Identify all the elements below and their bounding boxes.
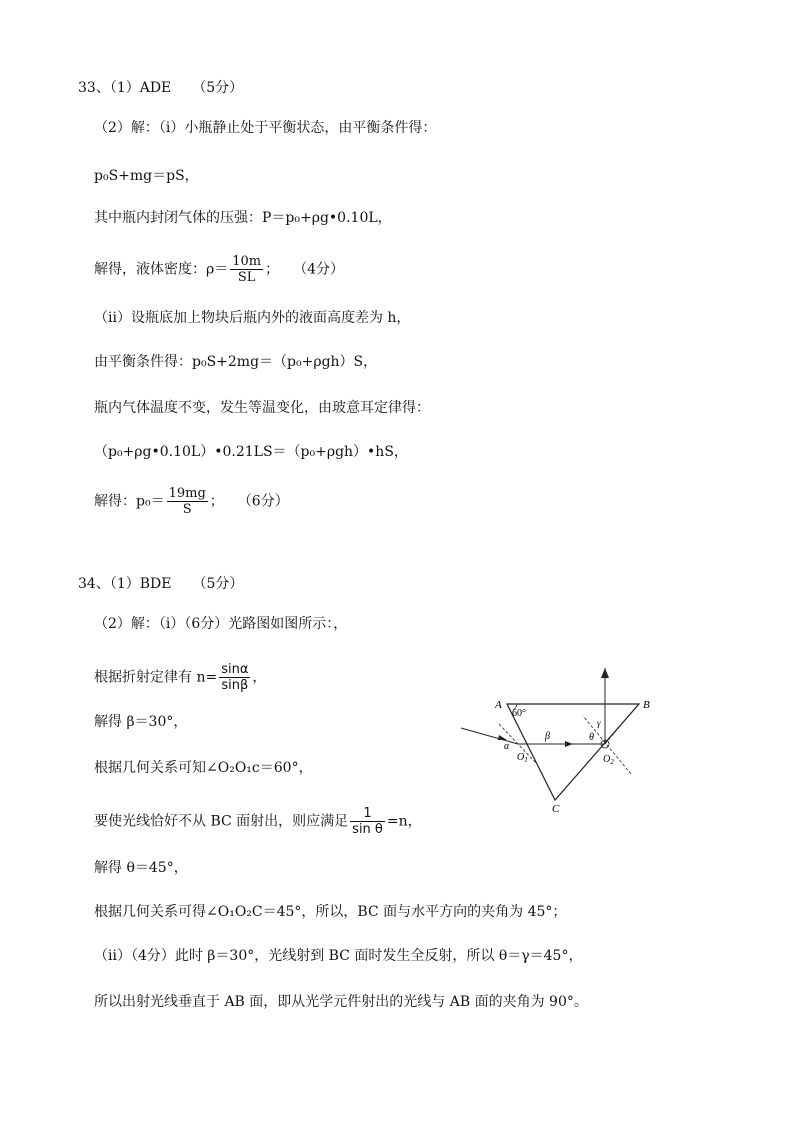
q33-line-10 [94, 486, 289, 517]
fraction-denominator: SL [237, 270, 256, 285]
label-theta: θ [589, 732, 594, 743]
prism-triangle [507, 704, 639, 800]
q34-line-4: 解得 β＝30°， [94, 714, 188, 730]
q34-line-3 [94, 662, 266, 693]
q34-line-3-comma: ， [252, 669, 267, 686]
q34-line-5: 根据几何关系可知∠O₂O₁c＝60°， [94, 760, 313, 776]
fraction-denominator: S [182, 502, 192, 517]
q34-line-7: 解得 θ＝45°， [94, 860, 188, 876]
q33-line-7: 由平衡条件得：p₀S+2mg＝（p₀+ρgh）S， [94, 354, 378, 370]
q34-line-10: 所以出射光线垂直于 AB 面，即从光学元件射出的光线与 AB 面的夹角为 90°。 [94, 994, 588, 1010]
label-o2: $O_2$ [603, 754, 614, 766]
q33-line-9: （p₀+ρg•0.10L）•0.21LS＝（p₀+ρgh）•hS， [94, 444, 408, 460]
fraction-numerator: 10m [232, 254, 262, 269]
q34-line-1: 34、（1）BDE （5分） [78, 576, 244, 592]
label-c: C [552, 803, 560, 815]
q34-line-9: （ii）（4分）此时 β＝30°，光线射到 BC 面时发生全反射，所以 θ＝γ＝45°， [94, 948, 583, 964]
label-a: A [495, 699, 502, 711]
exit-ray-arrow [601, 668, 609, 678]
density-fraction [230, 254, 263, 285]
refraction-fraction [219, 662, 250, 693]
q33-line-1: 33、（1）ADE （5分） [78, 80, 244, 96]
q33-line-6: （ii）设瓶底加上物块后瓶内外的液面高度差为 h， [94, 310, 411, 326]
critical-angle-fraction [350, 806, 385, 837]
q34-line-6-text: 要使光线恰好不从 BC 面射出，则应满足 [94, 813, 349, 830]
q33-line-2: （2）解：（i）小瓶静止处于平衡状态，由平衡条件得： [94, 120, 437, 136]
incident-ray [461, 728, 518, 744]
label-b: B [643, 699, 650, 711]
q33-line-10-score: ； （6分） [209, 493, 289, 510]
q33-line-5 [94, 254, 344, 285]
q33-line-10-text: 解得：p₀＝ [94, 493, 165, 510]
q33-line-4: 其中瓶内封闭气体的压强：P＝p₀+ρg•0.10L， [94, 210, 392, 226]
normal-line-o2 [583, 716, 631, 774]
q34-line-6-eq: =n， [386, 813, 422, 830]
dashed-extension [605, 720, 625, 744]
q33-line-5-score: ； （4分） [265, 261, 345, 278]
label-beta: β [545, 731, 550, 742]
q34-line-6 [94, 806, 422, 837]
q34-line-2: （2）解：（i）（6分）光路图如图所示：， [94, 616, 348, 632]
label-alpha: α [504, 741, 510, 752]
q33-line-5-text: 解得，液体密度：ρ＝ [94, 261, 229, 278]
q34-line-3-text: 根据折射定律有 n= [94, 669, 218, 686]
incident-ray-arrow [498, 735, 507, 740]
fraction-denominator: sin θ [352, 822, 383, 837]
q34-line-8: 根据几何关系可得∠O₁O₂C＝45°，所以，BC 面与水平方向的夹角为 45°； [94, 904, 567, 920]
q33-line-8: 瓶内气体温度不变，发生等温变化，由玻意耳定律得： [94, 400, 430, 416]
label-angle-60: 60° [512, 708, 526, 719]
pressure-fraction [167, 486, 208, 517]
label-gamma: γ [597, 718, 601, 728]
fraction-numerator: 19mg [168, 486, 206, 501]
label-o1: $O_1$ [517, 752, 528, 764]
fraction-numerator: sinα [221, 662, 249, 677]
fraction-numerator: 1 [350, 806, 385, 822]
q33-line-3: p₀S+mg＝pS， [94, 168, 199, 184]
refracted-ray-arrow [565, 741, 573, 747]
prism-light-path-diagram [455, 660, 670, 820]
fraction-denominator: sinβ [221, 678, 249, 693]
